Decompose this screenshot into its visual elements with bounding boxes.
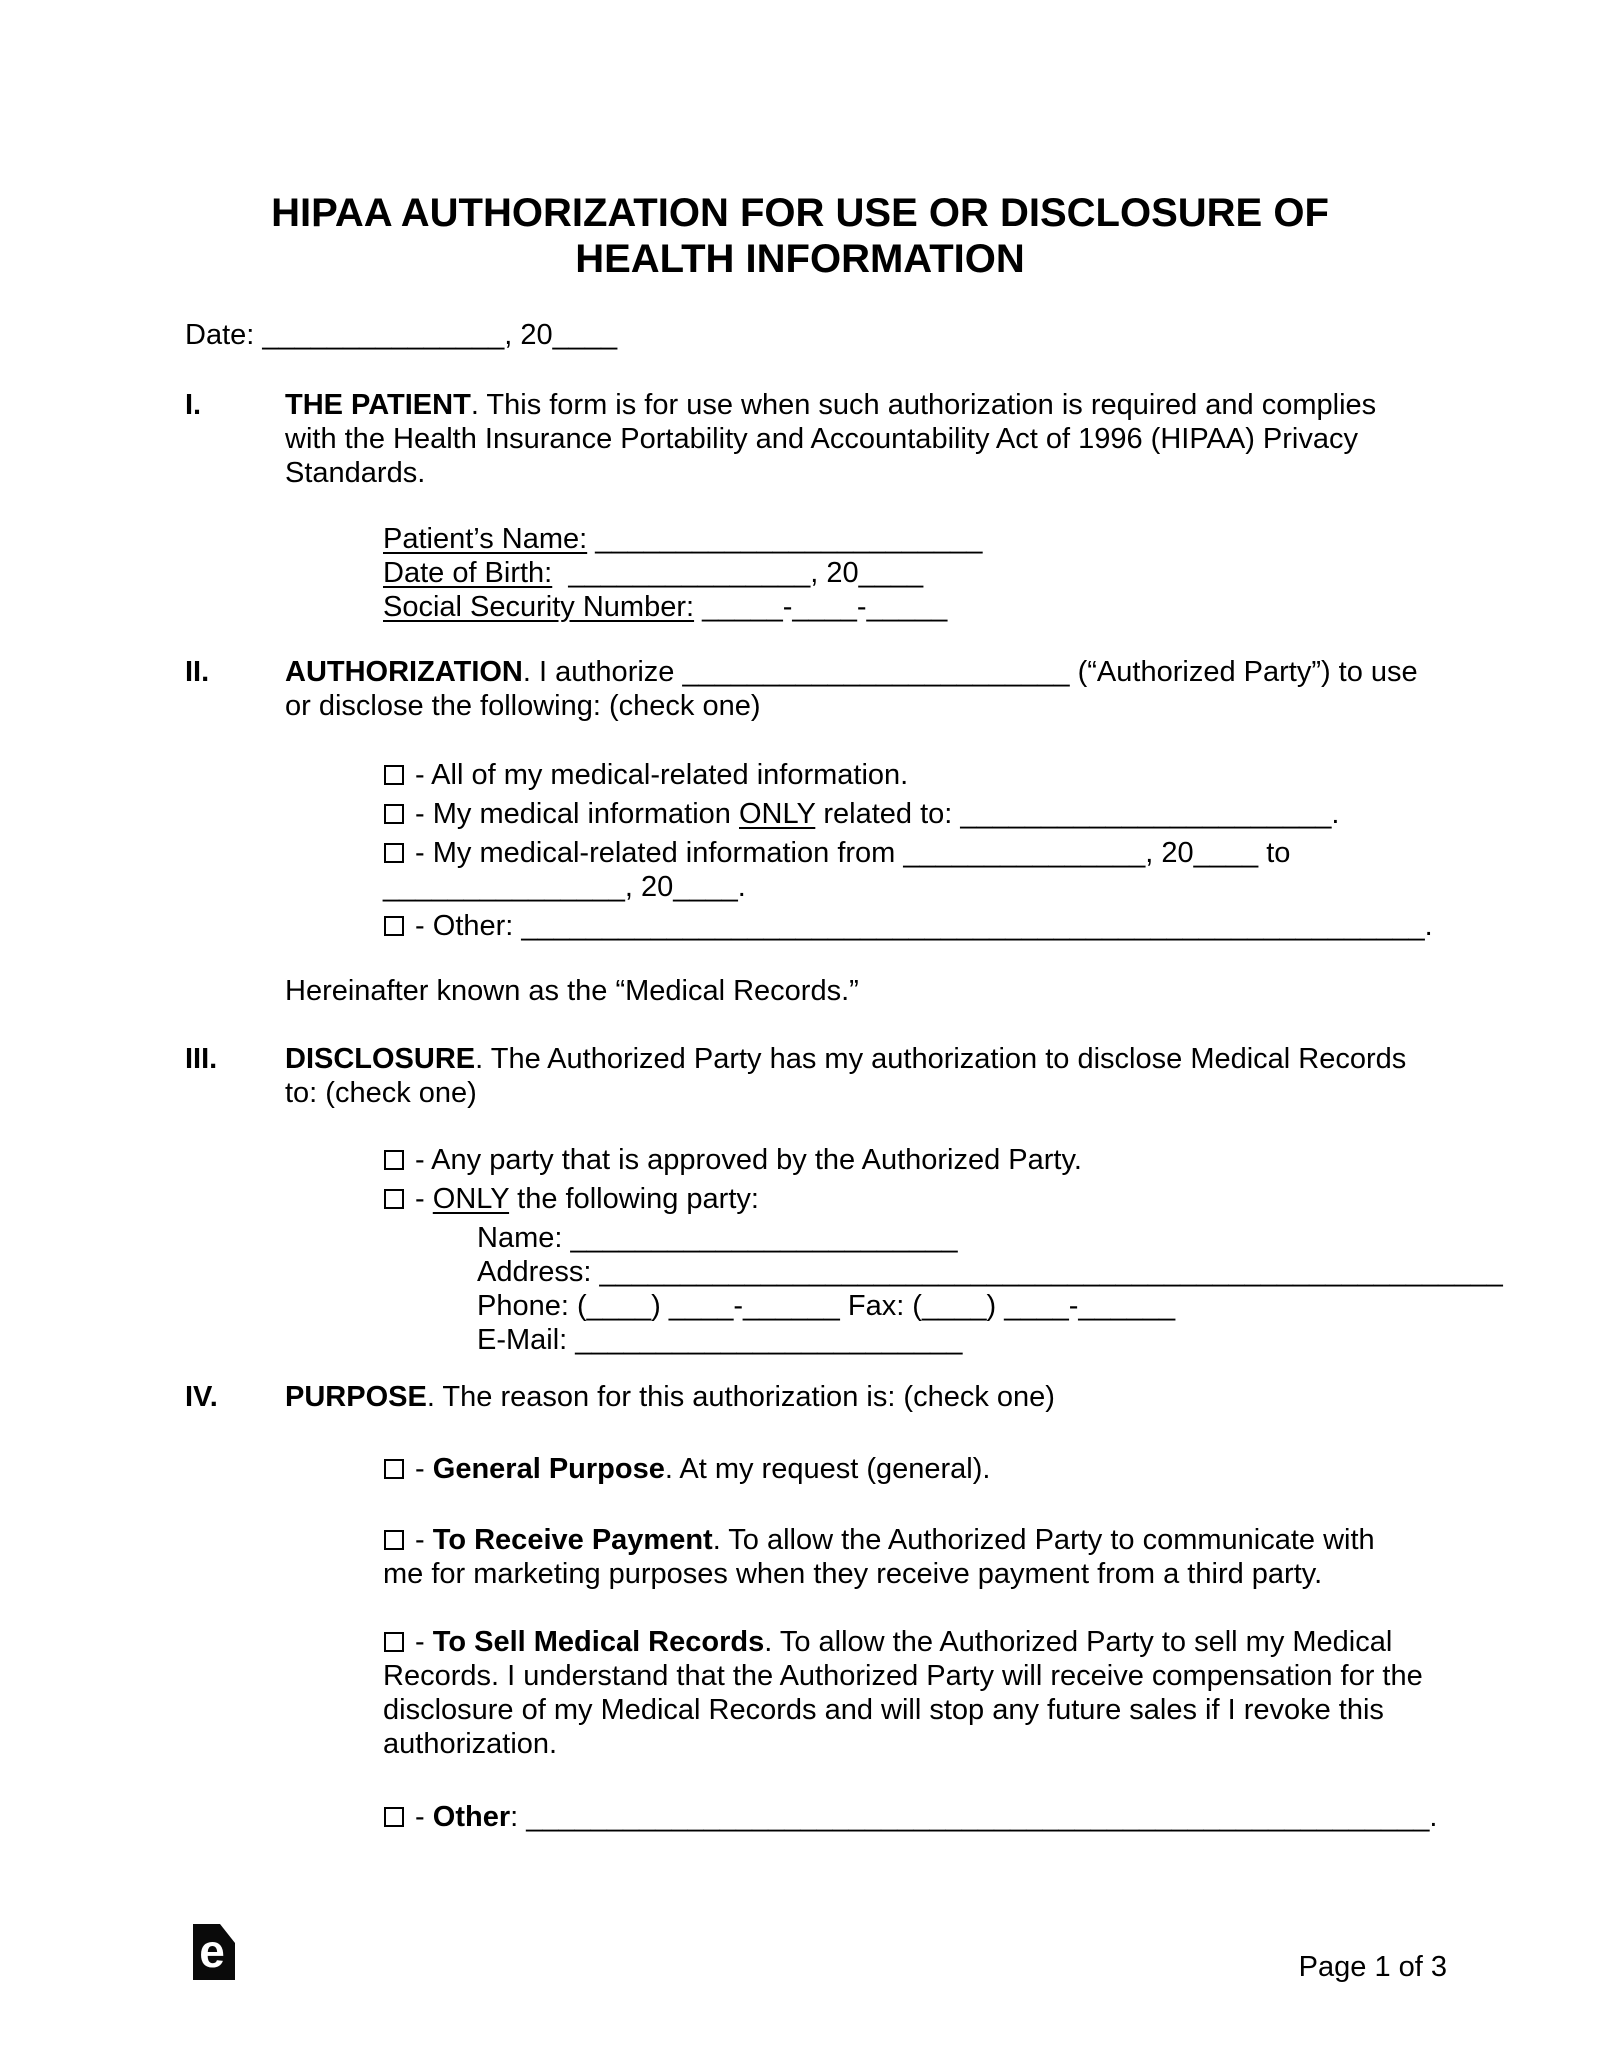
text-run: me for marketing purposes when they receive payment from a third party. [383, 1558, 1323, 1590]
text-line [285, 974, 1415, 1008]
text-run: Name: ________________________ [477, 1222, 958, 1254]
text-line [383, 522, 1415, 556]
purpose-other [383, 1800, 1438, 1834]
option-general-purpose-checkbox-icon[interactable] [384, 1459, 404, 1479]
text-line [383, 758, 1415, 792]
text-run: authorization. [383, 1728, 558, 1760]
text-run: General Purpose [432, 1453, 665, 1485]
text-line [383, 1182, 1415, 1216]
text-line [383, 556, 1415, 590]
text-line [285, 456, 1415, 490]
text-run: . The Authorized Party has my authorization to disclose Medical Records [475, 1043, 1407, 1075]
text-line [383, 1452, 1415, 1486]
purpose-receive-payment [383, 1523, 1415, 1591]
text-run: AUTHORIZATION [285, 656, 523, 688]
text-line [383, 1143, 1415, 1177]
option-all-medical-information [383, 758, 1415, 792]
text-run: THE PATIENT [285, 389, 471, 421]
text-line [383, 1727, 1415, 1761]
text-line [477, 1221, 1415, 1255]
text-line [383, 909, 1433, 943]
ssn-field [383, 590, 1415, 624]
text-line [185, 318, 1415, 352]
text-run: - [407, 1183, 433, 1215]
option-general-purpose [383, 1452, 1415, 1486]
text-run: disclosure of my Medical Records and will stop any future sales if I revoke this [383, 1694, 1384, 1726]
text-run: ONLY [739, 798, 816, 830]
party-contact-fields [383, 1221, 1503, 1357]
text-run: Patient’s Name: [383, 523, 588, 555]
option-date-range [383, 836, 1415, 904]
option-any-approved-party [383, 1143, 1415, 1177]
text-run: . The reason for this authorization is: (check one) [426, 1381, 1055, 1413]
text-run: E-Mail: ________________________ [477, 1324, 963, 1356]
section-iii-paragraph [285, 1042, 1415, 1110]
text-run: Other [432, 1801, 511, 1833]
section-iv-purpose [185, 1380, 1415, 1414]
document-body [185, 318, 1503, 1834]
disclosure-options [383, 1143, 1503, 1357]
text-line [383, 1557, 1415, 1591]
text-run: - [407, 1524, 433, 1556]
option-other-information-checkbox-icon[interactable] [384, 916, 404, 936]
text-line [383, 590, 1415, 624]
section-ii-authorization-numeral: II. [185, 656, 210, 688]
text-run: To Sell Medical Records [432, 1626, 765, 1658]
section-i-the-patient [185, 388, 1415, 490]
section-ii-paragraph [285, 655, 1418, 723]
text-run: Hereinafter known as the “Medical Records.” [285, 975, 859, 1007]
hereinafter-note [285, 974, 1415, 1008]
text-line [477, 1323, 1415, 1357]
text-line [285, 388, 1415, 422]
patient-name-field [383, 522, 1415, 556]
option-date-range-checkbox-icon[interactable] [384, 843, 404, 863]
text-line [477, 1289, 1415, 1323]
text-run: - All of my medical-related information. [407, 759, 909, 791]
section-iv-purpose-numeral: IV. [185, 1381, 218, 1413]
text-run: or disclose the following: (check one) [285, 690, 761, 722]
text-line [285, 689, 1415, 723]
text-run: Date: _______________, 20____ [185, 319, 618, 351]
text-run: with the Health Insurance Portability and Accountability Act of 1996 (HIPAA) Privacy [285, 423, 1358, 455]
text-line [285, 1380, 1415, 1414]
text-run: the following party: [509, 1183, 759, 1215]
text-line [383, 1523, 1415, 1557]
text-run: To Receive Payment [432, 1524, 713, 1556]
text-line [285, 422, 1415, 456]
date-of-birth-field [383, 556, 1415, 590]
form-title-line2: HEALTH INFORMATION [575, 237, 1025, 281]
section-iii-disclosure-numeral: III. [185, 1043, 218, 1075]
text-run: . I authorize ________________________ (“Authorized Party”) to use [522, 656, 1418, 688]
text-run: - [407, 1801, 433, 1833]
text-run: . To allow the Authorized Party to sell my Medical [764, 1626, 1393, 1658]
option-other-purpose-checkbox-icon[interactable] [384, 1807, 404, 1827]
text-run: _____-____-_____ [694, 591, 948, 623]
option-any-approved-party-checkbox-icon[interactable] [384, 1150, 404, 1170]
text-line [285, 1042, 1415, 1076]
date-line [185, 318, 1415, 352]
text-run: _______________, 20____ [552, 557, 924, 589]
text-run: PURPOSE [285, 1381, 427, 1413]
text-run: - My medical-related information from _______________, 20____ to [407, 837, 1291, 869]
eforms-logo [193, 1924, 235, 1980]
text-run: Phone: (____) ____-______ Fax: (____) ____-______ [477, 1290, 1176, 1322]
section-iv-paragraph [285, 1380, 1415, 1414]
section-i-paragraph [285, 388, 1415, 490]
text-run: to: (check one) [285, 1077, 477, 1109]
text-line [383, 870, 1415, 904]
text-line [383, 1800, 1438, 1834]
option-to-sell-medical-records [383, 1625, 1423, 1761]
text-run: Records. I understand that the Authorized Party will receive compensation for the [383, 1660, 1423, 1692]
logo-letter: e [199, 1925, 225, 1977]
option-other-purpose [383, 1800, 1438, 1834]
option-to-sell-medical-records-checkbox-icon[interactable] [384, 1632, 404, 1652]
text-run: - Other: ________________________________________________________. [407, 910, 1433, 942]
text-run: Address: ________________________________________________________ [477, 1256, 1503, 1288]
page-number: Page 1 of 3 [1298, 1951, 1447, 1983]
text-run: . This form is for use when such authorization is required and complies [470, 389, 1377, 421]
text-run: . At my request (general). [664, 1453, 991, 1485]
text-run: DISCLOSURE [285, 1043, 476, 1075]
text-line [383, 836, 1415, 870]
section-i-the-patient-numeral: I. [185, 389, 202, 421]
text-line [383, 1659, 1423, 1693]
text-line [477, 1255, 1503, 1289]
text-run: . To allow the Authorized Party to communicate with [712, 1524, 1375, 1556]
text-run: - [407, 1453, 433, 1485]
section-iii-disclosure [185, 1042, 1415, 1110]
form-title-line1: HIPAA AUTHORIZATION FOR USE OR DISCLOSURE OF [271, 191, 1329, 235]
text-run: Standards. [285, 457, 426, 489]
text-run: : ________________________________________________________. [510, 1801, 1438, 1833]
option-only-following-party [383, 1182, 1415, 1216]
option-only-following-party-checkbox-icon[interactable] [384, 1189, 404, 1209]
text-run: Date of Birth: [383, 557, 553, 589]
text-run: related to: _______________________. [815, 798, 1340, 830]
hereinafter-text [285, 974, 1415, 1008]
option-only-related-to-checkbox-icon[interactable] [384, 804, 404, 824]
form-date-field [185, 318, 1415, 352]
text-line [383, 797, 1415, 831]
option-only-related-to [383, 797, 1415, 831]
text-line [285, 1076, 1415, 1110]
text-run: _______________, 20____. [383, 871, 746, 903]
text-run: ________________________ [587, 523, 983, 555]
option-other-information [383, 909, 1433, 943]
option-all-medical-information-checkbox-icon[interactable] [384, 765, 404, 785]
text-run: - Any party that is approved by the Authorized Party. [407, 1144, 1082, 1176]
section-ii-authorization [185, 655, 1418, 723]
text-line [383, 1625, 1415, 1659]
patient-fields [383, 522, 1415, 624]
form-title [185, 190, 1415, 282]
purpose-general [383, 1452, 1415, 1486]
text-run: ONLY [432, 1183, 510, 1215]
option-to-receive-payment-checkbox-icon[interactable] [384, 1530, 404, 1550]
text-line [285, 655, 1418, 689]
authorization-options [383, 758, 1433, 943]
text-run: - My medical information [407, 798, 739, 830]
purpose-sell-records [383, 1625, 1423, 1761]
option-to-receive-payment [383, 1523, 1415, 1591]
text-run: Social Security Number: [383, 591, 695, 623]
text-run: - [407, 1626, 433, 1658]
document-icon [193, 1924, 235, 1980]
text-line [383, 1693, 1415, 1727]
